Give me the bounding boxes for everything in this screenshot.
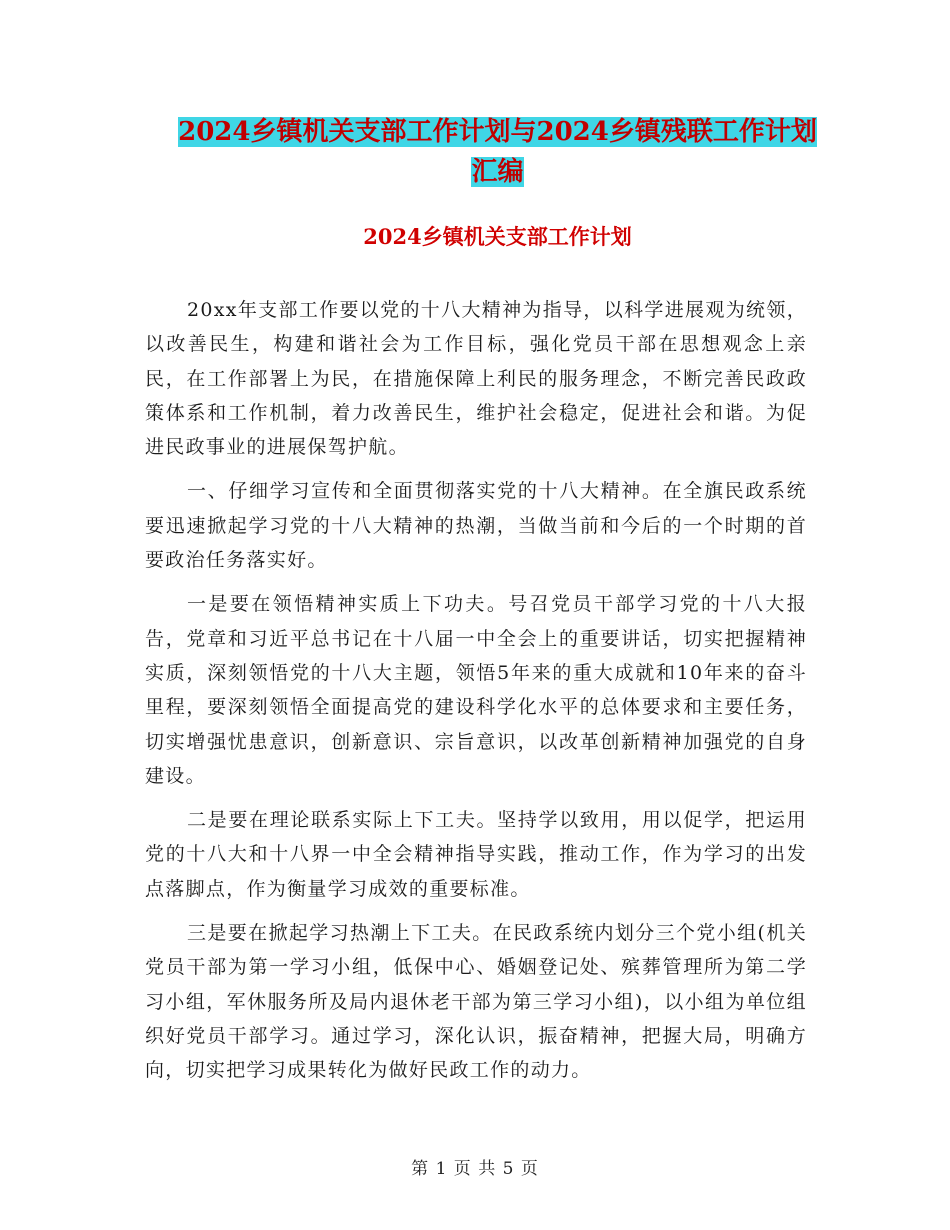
- paragraph-item-3: 三是要在掀起学习热潮上下工夫。在民政系统内划分三个党小组(机关党员干部为第一学习小组，低保中心、婚姻登记处、殡葬管理所为第二学习小组，军休服务所及局内退休老干部为第三学习小组)，以小组为单位组织好党员干部学习。通过学习，深化认识，振奋精神，把握大局，明确方向，切实把学习成果转化为做好民政工作的动力。: [145, 922, 807, 1082]
- document-title: [140, 112, 855, 192]
- document-title-line1: 2024乡镇机关支部工作计划与2024乡镇残联工作计划: [178, 117, 817, 147]
- document-body: [145, 293, 807, 1098]
- paragraph-intro: 20xx年支部工作要以党的十八大精神为指导，以科学进展观为统领，以改善民生，构建和谐社会为工作目标，强化党员干部在思想观念上亲民，在工作部署上为民，在措施保障上利民的服务理念，不断完善民政政策体系和工作机制，着力改善民生，维护社会稳定，促进社会和谐。为促进民政事业的进展保驾护航。: [145, 299, 807, 459]
- page-footer: 第 1 页 共 5 页: [411, 1159, 539, 1179]
- paragraph-item-1: 一是要在领悟精神实质上下功夫。号召党员干部学习党的十八大报告，党章和习近平总书记在十八届一中全会上的重要讲话，切实把握精神实质，深刻领悟党的十八大主题，领悟5年来的重大成就和10年来的奋斗里程，要深刻领悟全面提高党的建设科学化水平的总体要求和主要任务，切实增强忧患意识，创新意识、宗旨意识，以改革创新精神加强党的自身建设。: [145, 593, 807, 787]
- section-title: 2024乡镇机关支部工作计划: [363, 224, 632, 249]
- paragraph-item-2: 二是要在理论联系实际上下工夫。坚持学以致用，用以促学，把运用党的十八大和十八界一中全会精神指导实践，推动工作，作为学习的出发点落脚点，作为衡量学习成效的重要标准。: [145, 809, 807, 900]
- paragraph-point-1: 一、仔细学习宣传和全面贯彻落实党的十八大精神。在全旗民政系统要迅速掀起学习党的十八大精神的热潮，当做当前和今后的一个时期的首要政治任务落实好。: [145, 480, 807, 572]
- document-title-line2: 汇编: [471, 157, 524, 187]
